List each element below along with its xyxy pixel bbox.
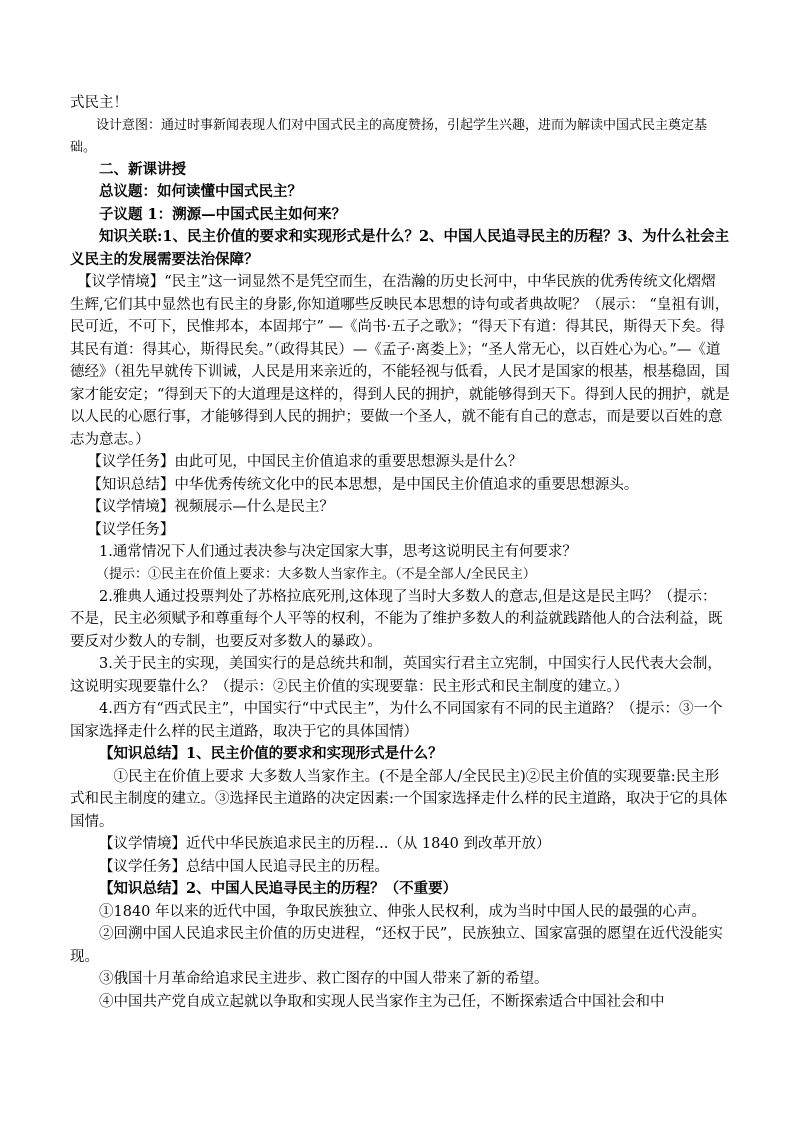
learning-task: 【议学任务】总结中国人民追寻民主的历程。 <box>99 858 389 875</box>
question: 2.雅典人通过投票判处了苏格拉底死刑,这体现了当时大多数人的意志,但是这是民主吗？（提示：不是，民主必须赋予和尊重每个人平等的权利，不能为了维护多数人的利益就践踏他人的合法利益，既要反对少数人的专制，也要反对多数人的暴政）。 <box>70 588 723 650</box>
knowledge-summary: 【知识总结】中华优秀传统文化中的民本思想，是中国民主价值追求的重要思想源头。 <box>87 476 639 493</box>
learning-context: 【议学情境】近代中华民族追求民主的历程...（从 1840 到改革开放） <box>99 836 551 852</box>
main-topic: 总议题：如何读懂中国式民主？ <box>99 183 302 200</box>
section-heading: 二、新课讲授 <box>99 160 186 178</box>
history-point: ④中国共产党自成立起就以争取和实现人民当家作主为己任，不断探索适合中国社会和中 <box>99 993 665 1010</box>
hint: （提示：①民主在价值上要求：大多数人当家作主。（不是全部人/全民民主） <box>96 566 536 582</box>
document-page <box>70 92 730 1013</box>
history-point: ①1840 年以来的近代中国，争取民族独立、伸张人民权利，成为当时中国人民的最强的心声。 <box>99 903 707 920</box>
sub-topic: 子议题 1：溯源—中国式民主如何来？ <box>99 205 347 223</box>
history-point: ②回溯中国人民追求民主价值的历史进程，“还权于民”，民族独立、国家富强的愿望在近代没能实现。 <box>70 926 723 965</box>
learning-context: 【议学情境】“民主”这一词显然不是凭空而生，在浩瀚的历史长河中，中华民族的优秀传统文化熠熠生辉,它们其中显然也有民主的身影,你知道哪些反映民本思想的诗句或者典故呢？（展示： “皇祖有训，民可近，不可下，民惟邦本，本固邦宁” —《尚书·五子之歌》；“得天下有道：得其民，斯得天下矣。得其民有道：得其心，斯得民矣。”（政得其民）—《孟子·离娄上》；“圣人常无心，以百姓心为心。”—《道德经》（祖先早就传下训诫，人民是用来亲近的，不能轻视与低看，人民才是国家的根基，根基稳固，国家才能安定；“得到天下的大道理是这样的，得到人民的拥护，就能够得到天下。得到人民的拥护，就是以人民的心愿行事，才能够得到人民的拥护；要做一个圣人，就不能有自己的意志，而是要以百姓的意志为意志。） <box>70 274 730 448</box>
learning-task: 【议学任务】 <box>87 521 175 538</box>
design-intent: 设计意图：通过时事新闻表现人们对中国式民主的高度赞扬，引起学生兴趣，进而为解读中国式民主奠定基础。 <box>70 117 708 155</box>
knowledge-summary: 【知识总结】1、民主价值的要求和实现形式是什么？ <box>99 745 443 762</box>
question: 3.关于民主的实现，美国实行的是总统共和制，英国实行君主立宪制，中国实行人民代表大会制，这说明实现要靠什么？（提示：②民主价值的实现要靠：民主形式和民主制度的建立。） <box>70 656 722 695</box>
knowledge-link: 知识关联:1、民主价值的要求和实现形式是什么？2、中国人民追寻民主的历程？3、为什么社会主义民主的发展需要法治保障？ <box>70 228 730 268</box>
learning-context: 【议学情境】视频展示—什么是民主？ <box>87 499 334 515</box>
learning-task: 【议学任务】由此可见，中国民主价值追求的重要思想源头是什么？ <box>87 454 523 470</box>
body-text: 式民主！ <box>70 95 128 111</box>
question: 4.西方有“西式民主”，中国实行“中式民主”，为什么不同国家有不同的民主道路？（提示：③一个国家选择走什么样的民主道路，取决于它的具体国情） <box>70 701 723 740</box>
question: 1.通常情况下人们通过表决参与决定国家大事，思考这说明民主有何要求？ <box>99 544 577 560</box>
knowledge-summary: 【知识总结】2、中国人民追寻民主的历程？（不重要） <box>99 880 458 897</box>
history-point: ③俄国十月革命给追求民主进步、救亡图存的中国人带来了新的希望。 <box>99 971 549 987</box>
summary-points: ①民主在价值上要求 大多数人当家作主。(不是全部人/全民民主)②民主价值的实现要靠:民主形式和民主制度的建立。③选择民主道路的决定因素:一个国家选择走什么样的民主道路，取决于它的具体国情。 <box>70 768 728 830</box>
